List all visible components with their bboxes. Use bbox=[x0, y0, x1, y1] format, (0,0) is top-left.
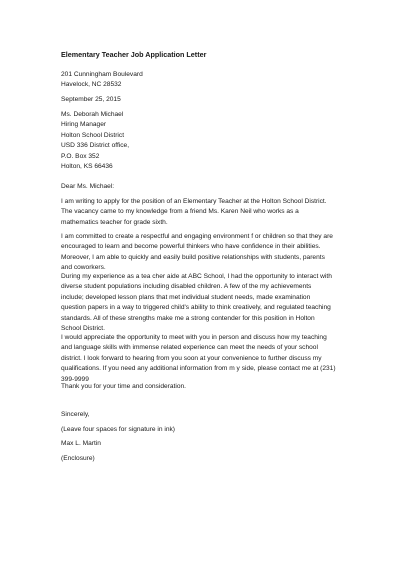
paragraph-line: question papers in a way to triggered child's ability to think creatively, and regulated teaching bbox=[61, 304, 331, 312]
paragraph-line: The vacancy came to my knowledge from a friend Ms. Karen Neil who works as a bbox=[61, 208, 299, 216]
signature-note: (Leave four spaces for signature in ink) bbox=[61, 426, 175, 433]
recipient-line: USD 336 District office, bbox=[61, 142, 130, 150]
paragraph-line: Moreover, I am able to quickly and easily build positive relationships with students, parents bbox=[61, 253, 325, 261]
paragraph-line: mathematics teacher for grade sixth. bbox=[61, 218, 168, 226]
paragraph bbox=[61, 382, 361, 392]
sender-address bbox=[61, 70, 143, 91]
recipient-line: Holton School District bbox=[61, 131, 125, 139]
recipient-line: P.O. Box 352 bbox=[61, 152, 100, 160]
letter-date: September 25, 2015 bbox=[61, 96, 121, 103]
recipient-line: Ms. Deborah Michael bbox=[61, 111, 124, 118]
salutation: Dear Ms. Michael: bbox=[61, 183, 115, 190]
paragraph bbox=[61, 333, 361, 385]
paragraph-line: and language skills with immense related experience can meet the needs of your school bbox=[61, 344, 318, 352]
paragraph-line: Thank you for your time and consideration. bbox=[61, 383, 186, 390]
paragraph-line: include; developed lesson plans that met individual student needs, made examination bbox=[61, 293, 311, 301]
paragraph bbox=[61, 232, 361, 274]
sender-name: Max L. Martin bbox=[61, 440, 101, 447]
paragraph-line: encouraged to learn and become powerful thinkers who have confidence in their abilities. bbox=[61, 243, 321, 251]
paragraph-line: I am committed to create a respectful and engaging environment f or children so that they are bbox=[61, 233, 333, 240]
letter-title: Elementary Teacher Job Application Letter bbox=[61, 50, 207, 59]
sender-address-line: 201 Cunningham Boulevard bbox=[61, 71, 143, 78]
paragraph-line: standards. All of these strengths make me a strong contender for this position in Holton bbox=[61, 314, 315, 322]
paragraph-line: During my experience as a tea cher aide at ABC School, I had the opportunity to interact with bbox=[61, 273, 332, 280]
paragraph bbox=[61, 272, 361, 334]
paragraph-line: 399-9999 bbox=[61, 375, 89, 383]
sender-address-line: Havelock, NC 28532 bbox=[61, 81, 122, 89]
paragraph-line: qualifications. If you need any additional information from m y side, please contact me at (231) bbox=[61, 365, 336, 373]
recipient-line: Hiring Manager bbox=[61, 121, 107, 129]
paragraph-line: School District. bbox=[61, 325, 105, 333]
paragraph-line: I would appreciate the opportunity to meet with you in person and discuss how my teaching bbox=[61, 334, 327, 341]
paragraph-line: I am writing to apply for the position of an Elementary Teacher at the Holton School District. bbox=[61, 198, 327, 205]
paragraph-line: and coworkers. bbox=[61, 264, 106, 272]
paragraph-line: district. I look forward to hearing from you soon at your convenience to further discuss my bbox=[61, 354, 322, 362]
paragraph-line: diverse student populations including disabled children. A few of the my achievements bbox=[61, 283, 312, 291]
paragraph bbox=[61, 197, 361, 228]
enclosure-note: (Enclosure) bbox=[61, 455, 95, 462]
closing: Sincerely, bbox=[61, 411, 90, 418]
recipient-address bbox=[61, 110, 129, 172]
recipient-line: Holton, KS 66436 bbox=[61, 163, 113, 171]
